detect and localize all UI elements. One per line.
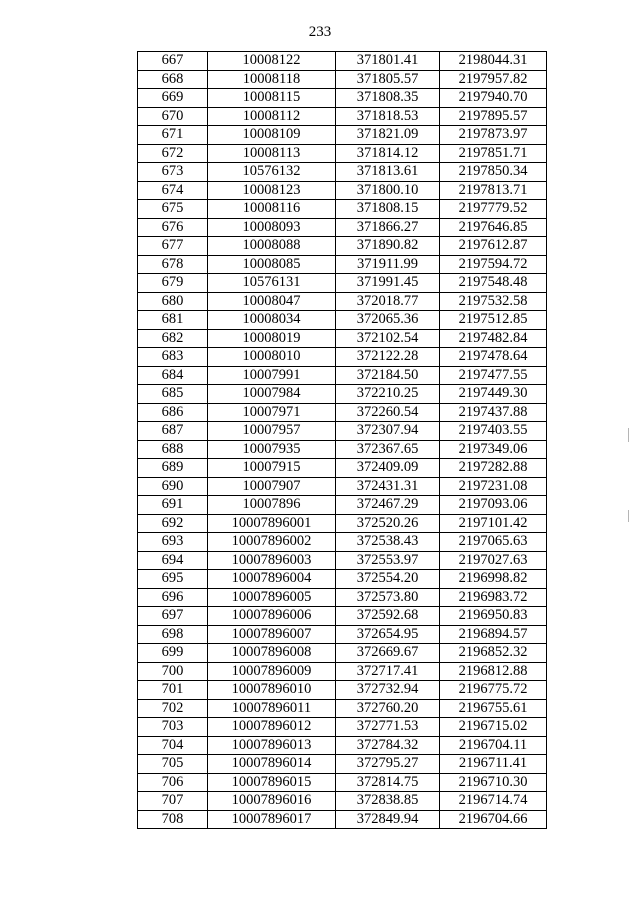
point-number-cell: 680 [138, 292, 208, 311]
point-number-cell: 696 [138, 588, 208, 607]
point-number-cell: 703 [138, 718, 208, 737]
x-coordinate-cell: 372795.27 [336, 755, 440, 774]
y-coordinate-cell: 2197231.08 [440, 477, 547, 496]
table-row [138, 422, 547, 441]
point-number-cell: 668 [138, 70, 208, 89]
point-number-cell: 708 [138, 810, 208, 829]
y-coordinate-cell: 2197101.42 [440, 514, 547, 533]
y-coordinate-cell: 2196852.32 [440, 644, 547, 663]
table-row [138, 107, 547, 126]
point-id-cell: 10007896017 [208, 810, 336, 829]
table-row [138, 514, 547, 533]
point-id-cell: 10007896008 [208, 644, 336, 663]
x-coordinate-cell: 372654.95 [336, 625, 440, 644]
x-coordinate-cell: 371805.57 [336, 70, 440, 89]
table-row [138, 163, 547, 182]
point-id-cell: 10007896011 [208, 699, 336, 718]
x-coordinate-cell: 371808.35 [336, 89, 440, 108]
y-coordinate-cell: 2196710.30 [440, 773, 547, 792]
point-id-cell: 10007896013 [208, 736, 336, 755]
point-number-cell: 682 [138, 329, 208, 348]
y-coordinate-cell: 2196755.61 [440, 699, 547, 718]
point-id-cell: 10008034 [208, 311, 336, 330]
point-number-cell: 705 [138, 755, 208, 774]
x-coordinate-cell: 371813.61 [336, 163, 440, 182]
point-id-cell: 10008112 [208, 107, 336, 126]
table-row [138, 348, 547, 367]
table-row [138, 644, 547, 663]
point-id-cell: 10008093 [208, 218, 336, 237]
table-row [138, 792, 547, 811]
y-coordinate-cell: 2196775.72 [440, 681, 547, 700]
x-coordinate-cell: 371866.27 [336, 218, 440, 237]
table-row [138, 773, 547, 792]
table-row [138, 255, 547, 274]
point-number-cell: 672 [138, 144, 208, 163]
point-id-cell: 10007896001 [208, 514, 336, 533]
point-number-cell: 707 [138, 792, 208, 811]
point-id-cell: 10007896004 [208, 570, 336, 589]
point-number-cell: 698 [138, 625, 208, 644]
point-id-cell: 10576131 [208, 274, 336, 293]
x-coordinate-cell: 371801.41 [336, 52, 440, 71]
point-number-cell: 706 [138, 773, 208, 792]
x-coordinate-cell: 372467.29 [336, 496, 440, 515]
point-id-cell: 10007896015 [208, 773, 336, 792]
table-row [138, 89, 547, 108]
x-coordinate-cell: 372592.68 [336, 607, 440, 626]
x-coordinate-cell: 371808.15 [336, 200, 440, 219]
y-coordinate-cell: 2197612.87 [440, 237, 547, 256]
x-coordinate-cell: 372784.32 [336, 736, 440, 755]
point-id-cell: 10007896007 [208, 625, 336, 644]
table-row [138, 681, 547, 700]
table-row [138, 440, 547, 459]
table-row [138, 810, 547, 829]
y-coordinate-cell: 2197482.84 [440, 329, 547, 348]
point-id-cell: 10007896014 [208, 755, 336, 774]
point-id-cell: 10007935 [208, 440, 336, 459]
y-coordinate-cell: 2197403.55 [440, 422, 547, 441]
x-coordinate-cell: 372184.50 [336, 366, 440, 385]
x-coordinate-cell: 372814.75 [336, 773, 440, 792]
x-coordinate-cell: 371911.99 [336, 255, 440, 274]
table-row [138, 459, 547, 478]
y-coordinate-cell: 2197093.06 [440, 496, 547, 515]
point-id-cell: 10007896005 [208, 588, 336, 607]
point-id-cell: 10008047 [208, 292, 336, 311]
y-coordinate-cell: 2197349.06 [440, 440, 547, 459]
table-row [138, 70, 547, 89]
point-number-cell: 687 [138, 422, 208, 441]
point-id-cell: 10008088 [208, 237, 336, 256]
point-number-cell: 702 [138, 699, 208, 718]
y-coordinate-cell: 2196704.11 [440, 736, 547, 755]
table-row [138, 403, 547, 422]
y-coordinate-cell: 2197512.85 [440, 311, 547, 330]
y-coordinate-cell: 2196704.66 [440, 810, 547, 829]
table-row [138, 200, 547, 219]
table-row [138, 625, 547, 644]
y-coordinate-cell: 2196812.88 [440, 662, 547, 681]
table-row [138, 181, 547, 200]
table-row [138, 292, 547, 311]
point-number-cell: 700 [138, 662, 208, 681]
x-coordinate-cell: 372838.85 [336, 792, 440, 811]
y-coordinate-cell: 2197282.88 [440, 459, 547, 478]
x-coordinate-cell: 371814.12 [336, 144, 440, 163]
point-number-cell: 692 [138, 514, 208, 533]
x-coordinate-cell: 371991.45 [336, 274, 440, 293]
point-number-cell: 669 [138, 89, 208, 108]
point-number-cell: 686 [138, 403, 208, 422]
table-row [138, 736, 547, 755]
point-number-cell: 704 [138, 736, 208, 755]
table-row [138, 218, 547, 237]
point-id-cell: 10008115 [208, 89, 336, 108]
x-coordinate-cell: 372431.31 [336, 477, 440, 496]
point-number-cell: 684 [138, 366, 208, 385]
point-id-cell: 10007896012 [208, 718, 336, 737]
point-id-cell: 10007896 [208, 496, 336, 515]
x-coordinate-cell: 372065.36 [336, 311, 440, 330]
y-coordinate-cell: 2197065.63 [440, 533, 547, 552]
table-row [138, 533, 547, 552]
coordinates-table [137, 51, 547, 829]
page-number: 233 [308, 24, 332, 40]
point-number-cell: 697 [138, 607, 208, 626]
x-coordinate-cell: 372307.94 [336, 422, 440, 441]
y-coordinate-cell: 2196950.83 [440, 607, 547, 626]
point-number-cell: 691 [138, 496, 208, 515]
point-number-cell: 676 [138, 218, 208, 237]
y-coordinate-cell: 2197478.64 [440, 348, 547, 367]
point-id-cell: 10008085 [208, 255, 336, 274]
table-row [138, 588, 547, 607]
x-coordinate-cell: 372849.94 [336, 810, 440, 829]
table-row [138, 755, 547, 774]
x-coordinate-cell: 372573.80 [336, 588, 440, 607]
table-row [138, 477, 547, 496]
x-coordinate-cell: 372771.53 [336, 718, 440, 737]
table-row [138, 385, 547, 404]
y-coordinate-cell: 2198044.31 [440, 52, 547, 71]
point-number-cell: 690 [138, 477, 208, 496]
point-id-cell: 10008019 [208, 329, 336, 348]
point-number-cell: 701 [138, 681, 208, 700]
table-row [138, 126, 547, 145]
y-coordinate-cell: 2197851.71 [440, 144, 547, 163]
x-coordinate-cell: 372018.77 [336, 292, 440, 311]
y-coordinate-cell: 2197437.88 [440, 403, 547, 422]
point-id-cell: 10007896009 [208, 662, 336, 681]
x-coordinate-cell: 371818.53 [336, 107, 440, 126]
point-id-cell: 10008109 [208, 126, 336, 145]
point-number-cell: 678 [138, 255, 208, 274]
x-coordinate-cell: 371890.82 [336, 237, 440, 256]
point-id-cell: 10007896003 [208, 551, 336, 570]
table-row [138, 607, 547, 626]
table-row [138, 329, 547, 348]
y-coordinate-cell: 2197850.34 [440, 163, 547, 182]
point-number-cell: 670 [138, 107, 208, 126]
point-id-cell: 10007896016 [208, 792, 336, 811]
x-coordinate-cell: 372538.43 [336, 533, 440, 552]
x-coordinate-cell: 372260.54 [336, 403, 440, 422]
table-row [138, 496, 547, 515]
y-coordinate-cell: 2196715.02 [440, 718, 547, 737]
point-id-cell: 10007896002 [208, 533, 336, 552]
point-id-cell: 10007915 [208, 459, 336, 478]
y-coordinate-cell: 2197532.58 [440, 292, 547, 311]
point-id-cell: 10007984 [208, 385, 336, 404]
coordinates-table-body [138, 52, 547, 829]
x-coordinate-cell: 371821.09 [336, 126, 440, 145]
point-id-cell: 10008010 [208, 348, 336, 367]
x-coordinate-cell: 372122.28 [336, 348, 440, 367]
y-coordinate-cell: 2196983.72 [440, 588, 547, 607]
table-row [138, 551, 547, 570]
point-id-cell: 10007971 [208, 403, 336, 422]
x-coordinate-cell: 372409.09 [336, 459, 440, 478]
x-coordinate-cell: 372520.26 [336, 514, 440, 533]
point-id-cell: 10576132 [208, 163, 336, 182]
y-coordinate-cell: 2197027.63 [440, 551, 547, 570]
y-coordinate-cell: 2196714.74 [440, 792, 547, 811]
point-number-cell: 667 [138, 52, 208, 71]
point-id-cell: 10007907 [208, 477, 336, 496]
table-row [138, 274, 547, 293]
table-row [138, 311, 547, 330]
y-coordinate-cell: 2197548.48 [440, 274, 547, 293]
y-coordinate-cell: 2196998.82 [440, 570, 547, 589]
x-coordinate-cell: 372102.54 [336, 329, 440, 348]
table-row [138, 144, 547, 163]
point-number-cell: 681 [138, 311, 208, 330]
table-row [138, 662, 547, 681]
y-coordinate-cell: 2197646.85 [440, 218, 547, 237]
table-row [138, 52, 547, 71]
point-id-cell: 10007991 [208, 366, 336, 385]
point-id-cell: 10008116 [208, 200, 336, 219]
x-coordinate-cell: 371800.10 [336, 181, 440, 200]
x-coordinate-cell: 372367.65 [336, 440, 440, 459]
point-number-cell: 673 [138, 163, 208, 182]
y-coordinate-cell: 2197813.71 [440, 181, 547, 200]
x-coordinate-cell: 372732.94 [336, 681, 440, 700]
point-id-cell: 10007896006 [208, 607, 336, 626]
y-coordinate-cell: 2197594.72 [440, 255, 547, 274]
y-coordinate-cell: 2197895.57 [440, 107, 547, 126]
table-row [138, 237, 547, 256]
y-coordinate-cell: 2197449.30 [440, 385, 547, 404]
y-coordinate-cell: 2196894.57 [440, 625, 547, 644]
point-number-cell: 677 [138, 237, 208, 256]
point-id-cell: 10008118 [208, 70, 336, 89]
x-coordinate-cell: 372717.41 [336, 662, 440, 681]
point-number-cell: 694 [138, 551, 208, 570]
table-row [138, 718, 547, 737]
scan-margin-mark [628, 510, 629, 522]
point-number-cell: 675 [138, 200, 208, 219]
y-coordinate-cell: 2197779.52 [440, 200, 547, 219]
point-number-cell: 679 [138, 274, 208, 293]
point-number-cell: 693 [138, 533, 208, 552]
point-number-cell: 688 [138, 440, 208, 459]
point-id-cell: 10008123 [208, 181, 336, 200]
point-number-cell: 699 [138, 644, 208, 663]
point-id-cell: 10008122 [208, 52, 336, 71]
point-number-cell: 689 [138, 459, 208, 478]
x-coordinate-cell: 372553.97 [336, 551, 440, 570]
point-number-cell: 685 [138, 385, 208, 404]
table-row [138, 699, 547, 718]
y-coordinate-cell: 2197957.82 [440, 70, 547, 89]
table-row [138, 366, 547, 385]
point-id-cell: 10008113 [208, 144, 336, 163]
point-number-cell: 674 [138, 181, 208, 200]
x-coordinate-cell: 372760.20 [336, 699, 440, 718]
point-number-cell: 683 [138, 348, 208, 367]
x-coordinate-cell: 372210.25 [336, 385, 440, 404]
point-number-cell: 671 [138, 126, 208, 145]
table-row [138, 570, 547, 589]
y-coordinate-cell: 2197477.55 [440, 366, 547, 385]
x-coordinate-cell: 372669.67 [336, 644, 440, 663]
point-number-cell: 695 [138, 570, 208, 589]
y-coordinate-cell: 2197873.97 [440, 126, 547, 145]
x-coordinate-cell: 372554.20 [336, 570, 440, 589]
point-id-cell: 10007896010 [208, 681, 336, 700]
scan-margin-mark [628, 428, 629, 442]
y-coordinate-cell: 2197940.70 [440, 89, 547, 108]
y-coordinate-cell: 2196711.41 [440, 755, 547, 774]
point-id-cell: 10007957 [208, 422, 336, 441]
